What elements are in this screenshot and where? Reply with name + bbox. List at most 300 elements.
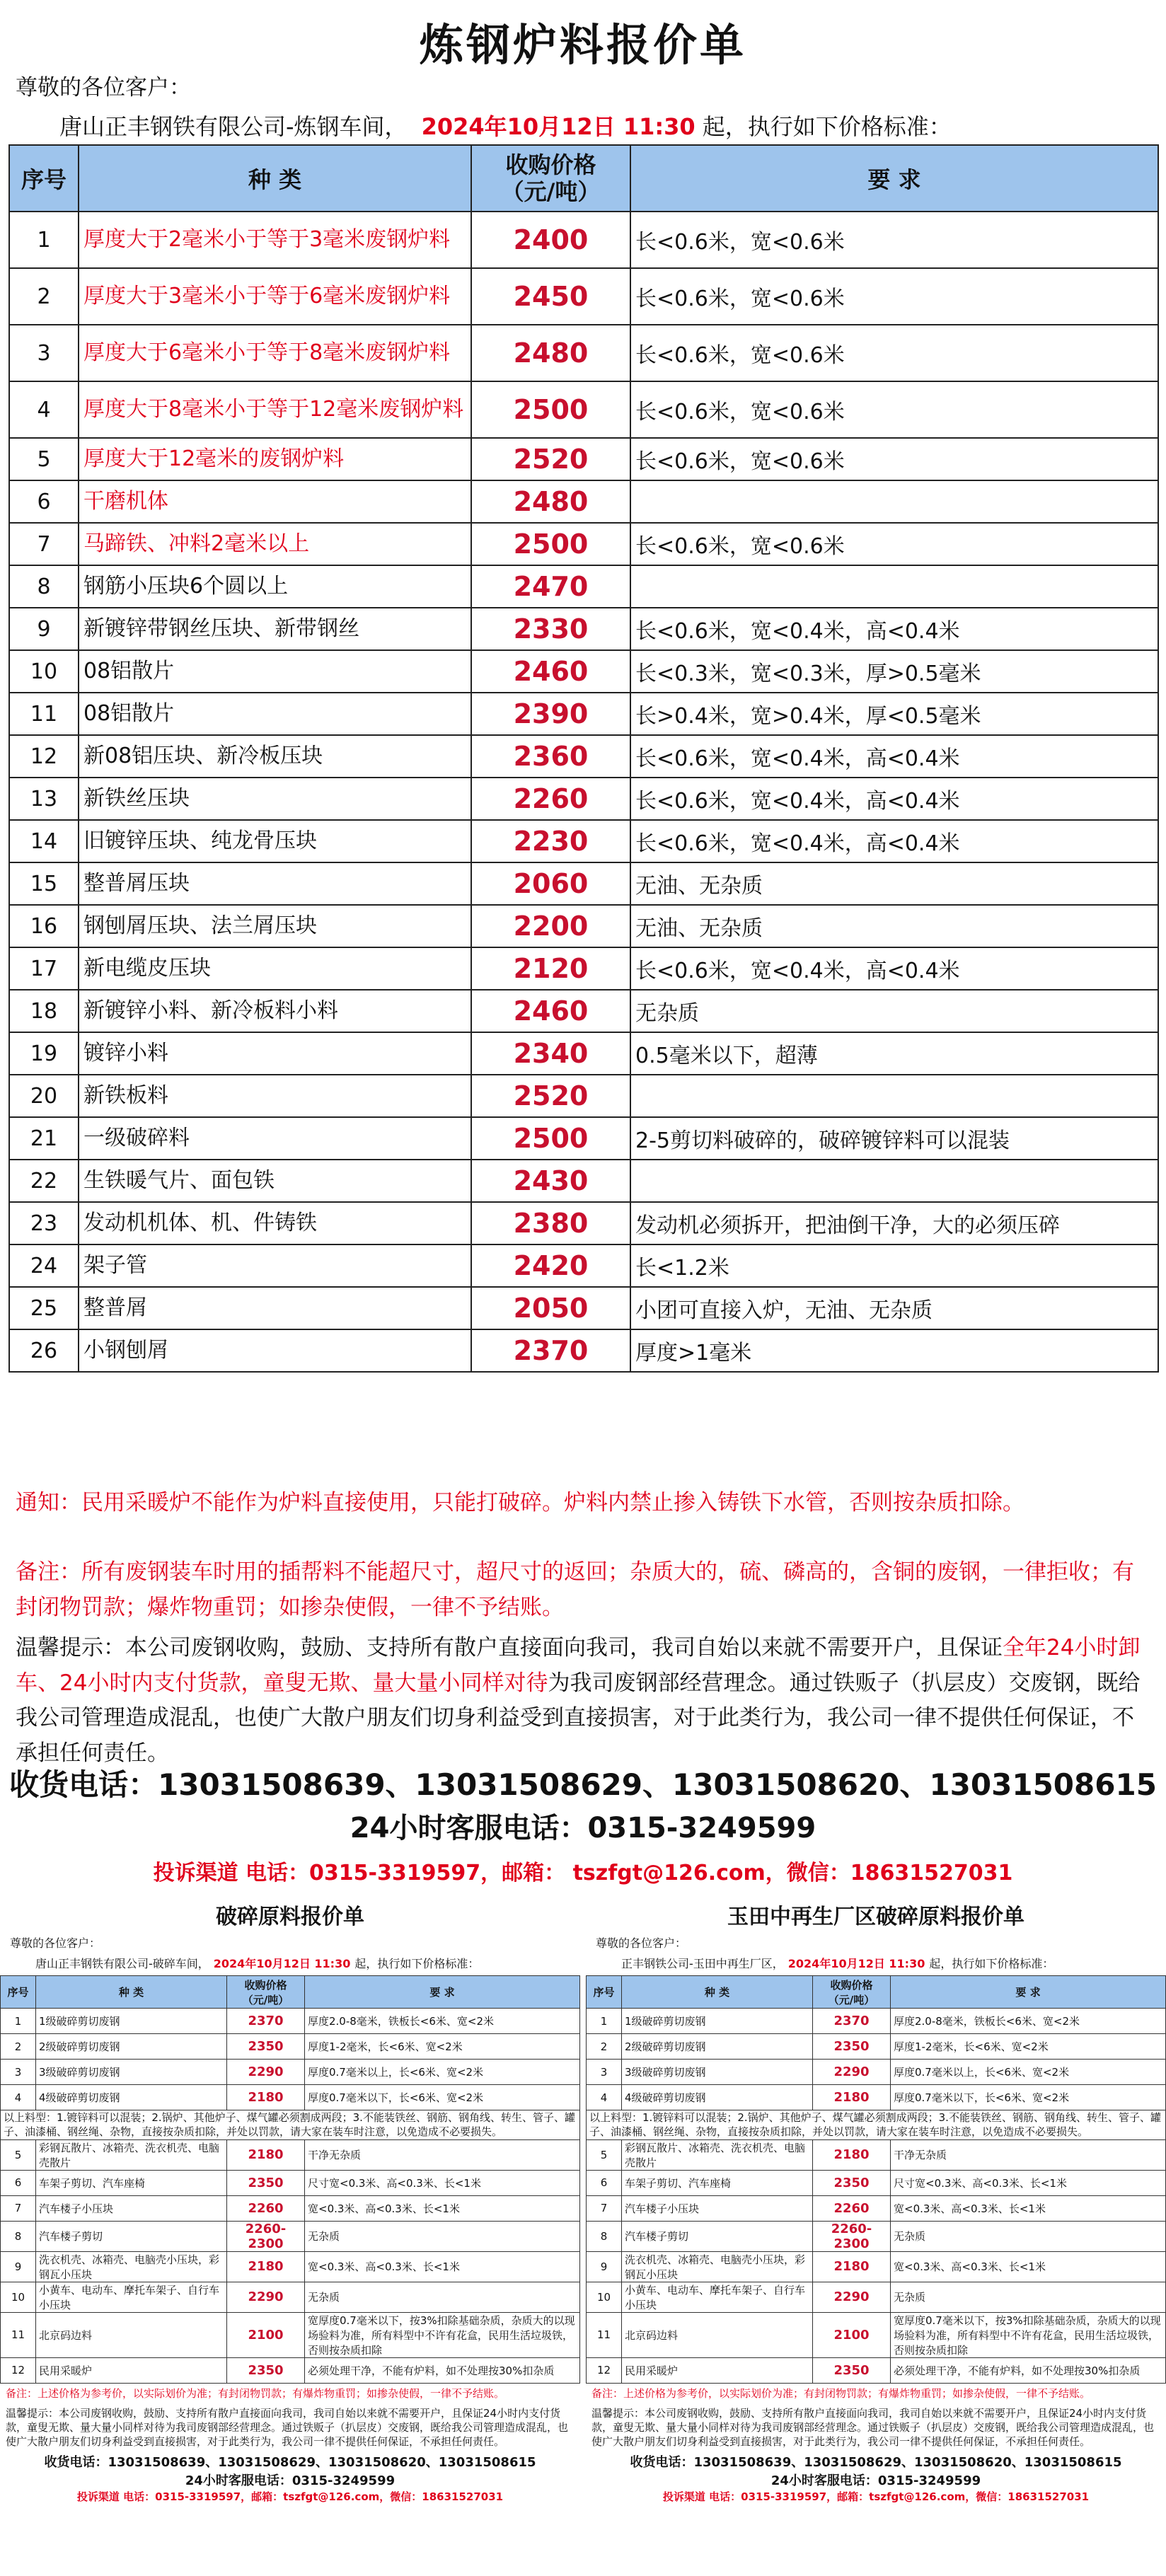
row-requirement: 宽<0.3米、高<0.3米、长<1米 xyxy=(891,2251,1166,2282)
header-no: 序号 xyxy=(9,145,79,212)
row-number: 1 xyxy=(587,2009,622,2034)
row-type: 厚度大于2毫米小于等于3毫米废钢炉料 xyxy=(79,212,471,268)
header-type: 种 类 xyxy=(79,145,471,212)
row-number: 4 xyxy=(587,2085,622,2110)
row-requirement xyxy=(630,480,1158,523)
row-type: 北京码边料 xyxy=(36,2312,227,2357)
row-requirement: 长<0.6米，宽<0.6米 xyxy=(630,212,1158,268)
table-row xyxy=(9,735,1158,778)
row-number: 10 xyxy=(1,2282,36,2312)
row-price: 2350 xyxy=(813,2357,891,2383)
left-price-table xyxy=(0,1975,580,2384)
row-type: 3级破碎剪切废钢 xyxy=(622,2060,813,2085)
row-number: 11 xyxy=(9,693,79,735)
row-requirement: 长<0.6米，宽<0.4米，高<0.4米 xyxy=(630,608,1158,650)
table-row xyxy=(587,2357,1166,2383)
table-row xyxy=(9,1117,1158,1160)
row-number: 22 xyxy=(9,1160,79,1202)
receive-phones: 收货电话：13031508639、13031508629、13031508620、13031508615 xyxy=(9,1767,1157,1802)
row-price: 2480 xyxy=(471,325,630,381)
left-service-phone: 24小时客服电话：0315-3249599 xyxy=(185,2473,396,2488)
row-price: 2350 xyxy=(227,2170,305,2195)
right-company: 正丰钢铁公司-玉田中再生厂区， xyxy=(621,1957,784,1970)
row-number: 2 xyxy=(1,2034,36,2060)
row-requirement: 干净无杂质 xyxy=(305,2139,580,2170)
row-price: 2230 xyxy=(471,820,630,862)
row-requirement: 无杂质 xyxy=(305,2282,580,2312)
table-row xyxy=(9,990,1158,1032)
row-price: 2260 xyxy=(471,778,630,820)
table-row xyxy=(1,2034,580,2060)
row-number: 9 xyxy=(1,2251,36,2282)
table-row xyxy=(9,1287,1158,1329)
row-type: 厚度大于12毫米的废钢炉料 xyxy=(79,438,471,480)
row-price: 2500 xyxy=(471,523,630,565)
row-number: 19 xyxy=(9,1032,79,1075)
left-greeting: 尊敬的各位客户： xyxy=(10,1936,101,1950)
row-type: 车架子剪切、汽车座椅 xyxy=(36,2170,227,2195)
row-price: 2260-2300 xyxy=(227,2221,305,2251)
complaint-channel: 投诉渠道 电话：0315-3319597，邮箱： tszfgt@126.com，微信：18631527031 xyxy=(153,1861,1013,1885)
row-type: 厚度大于6毫米小于等于8毫米废钢炉料 xyxy=(79,325,471,381)
table-row xyxy=(9,1160,1158,1202)
table-row xyxy=(587,2221,1166,2251)
row-price: 2260 xyxy=(227,2195,305,2221)
row-price: 2500 xyxy=(471,1117,630,1160)
row-requirement: 无油、无杂质 xyxy=(630,905,1158,947)
row-type: 民用采暖炉 xyxy=(622,2357,813,2383)
right-intro-line xyxy=(621,1955,1166,1971)
row-number: 11 xyxy=(587,2312,622,2357)
row-number: 16 xyxy=(9,905,79,947)
row-type: 新镀锌小料、新冷板料小料 xyxy=(79,990,471,1032)
row-price: 2520 xyxy=(471,1075,630,1117)
row-price: 2180 xyxy=(227,2251,305,2282)
row-type: 旧镀锌压块、纯龙骨压块 xyxy=(79,820,471,862)
row-requirement xyxy=(630,565,1158,608)
row-type: 4级破碎剪切废钢 xyxy=(622,2085,813,2110)
row-number: 10 xyxy=(587,2282,622,2312)
row-price: 2370 xyxy=(813,2009,891,2034)
table-row xyxy=(1,2060,580,2085)
row-requirement: 必须处理干净，不能有炉料，如不处理按30%扣杂质 xyxy=(891,2357,1166,2383)
row-type: 彩钢瓦散片、冰箱壳、洗衣机壳、电脑壳散片 xyxy=(622,2139,813,2170)
row-requirement: 必须处理干净，不能有炉料，如不处理按30%扣杂质 xyxy=(305,2357,580,2383)
row-number: 12 xyxy=(9,735,79,778)
row-number: 25 xyxy=(9,1287,79,1329)
row-number: 8 xyxy=(9,565,79,608)
row-requirement: 无杂质 xyxy=(305,2221,580,2251)
row-price: 2100 xyxy=(227,2312,305,2357)
right-greeting: 尊敬的各位客户： xyxy=(596,1936,687,1950)
table-row xyxy=(9,1202,1158,1244)
row-number: 6 xyxy=(1,2170,36,2195)
row-type: 4级破碎剪切废钢 xyxy=(36,2085,227,2110)
row-requirement: 小团可直接入炉，无油、无杂质 xyxy=(630,1287,1158,1329)
right-header-no: 序号 xyxy=(587,1976,622,2009)
row-price: 2180 xyxy=(813,2085,891,2110)
tip-part-a: 温馨提示：本公司废钢收购，鼓励、支持所有散户直接面向我司，我司自始以来就不需要开户，且保证 xyxy=(16,1635,1003,1660)
row-requirement xyxy=(630,1075,1158,1117)
row-requirement: 宽<0.3米、高<0.3米、长<1米 xyxy=(305,2195,580,2221)
intro-line xyxy=(59,109,952,141)
row-number: 7 xyxy=(587,2195,622,2221)
table-row xyxy=(9,778,1158,820)
row-number: 4 xyxy=(9,381,79,438)
row-type: 1级破碎剪切废钢 xyxy=(622,2009,813,2034)
row-type: 钢筋小压块6个圆以上 xyxy=(79,565,471,608)
row-type: 洗衣机壳、冰箱壳、电脑壳小压块，彩钢瓦小压块 xyxy=(36,2251,227,2282)
table-row xyxy=(1,2282,580,2312)
row-price: 2390 xyxy=(471,693,630,735)
row-requirement: 长<1.2米 xyxy=(630,1244,1158,1287)
table-row xyxy=(1,2085,580,2110)
row-number: 3 xyxy=(1,2060,36,2085)
row-requirement: 尺寸宽<0.3米、高<0.3米、长<1米 xyxy=(891,2170,1166,2195)
row-type: 2级破碎剪切废钢 xyxy=(36,2034,227,2060)
row-price: 2180 xyxy=(813,2251,891,2282)
row-number: 12 xyxy=(587,2357,622,2383)
table-row xyxy=(9,1329,1158,1372)
row-type: 汽车楼子剪切 xyxy=(622,2221,813,2251)
left-header-price: 收购价格 （元/吨） xyxy=(227,1976,305,2009)
row-requirement: 发动机必须拆开，把油倒干净，大的必须压碎 xyxy=(630,1202,1158,1244)
right-tip: 温馨提示：本公司废钢收购，鼓励、支持所有散户直接面向我司，我司自始以来就不需要开户，且保证24小时内支付货款，童叟无欺、量大量小同样对待为我司废钢部经营理念。通过铁贩子（扒层皮）交废钢，既给我公司管理造成混乱，也使广大散户朋友们切身利益受到直接损害，对于此类行为，我公司一律不提供任何保证，不承担任何责任。 xyxy=(591,2406,1155,2449)
row-price: 2380 xyxy=(471,1202,630,1244)
left-receive-phones: 收货电话：13031508639、13031508629、13031508620、13031508615 xyxy=(44,2454,536,2470)
row-type: 干磨机体 xyxy=(79,480,471,523)
row-price: 2480 xyxy=(471,480,630,523)
row-number: 6 xyxy=(587,2170,622,2195)
row-price: 2520 xyxy=(471,438,630,480)
row-type: 车架子剪切、汽车座椅 xyxy=(622,2170,813,2195)
row-requirement: 长>0.4米，宽>0.4米，厚<0.5毫米 xyxy=(630,693,1158,735)
row-type: 新铁板料 xyxy=(79,1075,471,1117)
notice-text: 通知：民用采暖炉不能作为炉料直接使用，只能打破碎。炉料内禁止掺入铸铁下水管，否则按杂质扣除。 xyxy=(16,1490,1024,1515)
row-requirement: 无杂质 xyxy=(630,990,1158,1032)
row-type: 新08铝压块、新冷板压块 xyxy=(79,735,471,778)
row-requirement: 宽厚度0.7毫米以下，按3%扣除基础杂质，杂质大的以现场验料为准，所有料型中不许有花盒，民用生活垃圾铁，否则按杂质扣除 xyxy=(891,2312,1166,2357)
table-row xyxy=(587,2060,1166,2085)
row-requirement: 长<0.6米，宽<0.4米，高<0.4米 xyxy=(630,820,1158,862)
row-type: 北京码边料 xyxy=(622,2312,813,2357)
table-row xyxy=(587,2009,1166,2034)
remark-text: 备注：所有废钢装车时用的插帮料不能超尺寸，超尺寸的返回；杂质大的，硫、磷高的，含铜的废钢，一律拒收；有封闭物罚款；爆炸物重罚；如掺杂使假，一律不予结账。 xyxy=(16,1559,1134,1620)
row-requirement xyxy=(630,1160,1158,1202)
left-complaint: 投诉渠道 电话：0315-3319597，邮箱：tszfgt@126.com，微信：18631527031 xyxy=(76,2490,504,2503)
row-requirement: 厚度1-2毫米，长<6米、宽<2米 xyxy=(305,2034,580,2060)
row-requirement: 干净无杂质 xyxy=(891,2139,1166,2170)
left-date: 2024年10月12日 11:30 xyxy=(213,1957,351,1970)
row-number: 9 xyxy=(9,608,79,650)
row-requirement: 长<0.6米，宽<0.6米 xyxy=(630,325,1158,381)
row-type: 小黄车、电动车、摩托车架子、自行车小压块 xyxy=(622,2282,813,2312)
row-number: 21 xyxy=(9,1117,79,1160)
row-requirement: 厚度0.7毫米以上，长<6米、宽<2米 xyxy=(891,2060,1166,2085)
left-remark: 备注：上述价格为参考价，以实际划价为准；有封闭物罚款；有爆炸物重罚；如掺杂使假，一律不予结账。 xyxy=(6,2386,505,2400)
row-type: 架子管 xyxy=(79,1244,471,1287)
table-row xyxy=(9,650,1158,693)
right-header-type: 种 类 xyxy=(622,1976,813,2009)
left-company: 唐山正丰钢铁有限公司-破碎车间， xyxy=(35,1957,209,1970)
service-phone: 24小时客服电话：0315-3249599 xyxy=(350,1812,816,1844)
row-price: 2120 xyxy=(471,947,630,990)
table-row xyxy=(1,2251,580,2282)
row-requirement: 厚度1-2毫米，长<6米、宽<2米 xyxy=(891,2034,1166,2060)
row-number: 2 xyxy=(9,268,79,325)
row-price: 2370 xyxy=(471,1329,630,1372)
table-row xyxy=(9,480,1158,523)
row-number: 20 xyxy=(9,1075,79,1117)
tip-text xyxy=(16,1631,1155,1771)
table-row xyxy=(9,565,1158,608)
row-type: 钢刨屑压块、法兰屑压块 xyxy=(79,905,471,947)
right-mid-note: 以上料型：1.镀锌料可以混装；2.锅炉、其他炉子、煤气罐必须割成两段；3.不能装铁丝、钢筋、钢角线、转生、管子、罐子、油漆桶、钢丝绳、杂物，直接按杂质扣除，并处以罚款，请大家在装车时注意，以免造成不必要损失。 xyxy=(587,2110,1166,2140)
row-requirement: 无杂质 xyxy=(891,2282,1166,2312)
left-mid-note: 以上料型：1.镀锌料可以混装；2.锅炉、其他炉子、煤气罐必须割成两段；3.不能装铁丝、钢筋、钢角线、转生、管子、罐子、油漆桶、钢丝绳、杂物，直接按杂质扣除，并处以罚款，请大家在装车时注意，以免造成不必要损失。 xyxy=(1,2110,580,2140)
table-row xyxy=(1,2170,580,2195)
intro-suffix: 起，执行如下价格标准： xyxy=(702,113,952,140)
table-row xyxy=(587,2312,1166,2357)
row-type: 08铝散片 xyxy=(79,693,471,735)
row-price: 2450 xyxy=(471,268,630,325)
row-requirement: 长<0.6米，宽<0.6米 xyxy=(630,523,1158,565)
row-price: 2290 xyxy=(227,2282,305,2312)
row-requirement: 厚度>1毫米 xyxy=(630,1329,1158,1372)
left-tip: 温馨提示：本公司废钢收购，鼓励、支持所有散户直接面向我司，我司自始以来就不需要开户，且保证24小时内支付货款，童叟无欺、量大量小同样对待为我司废钢部经营理念。通过铁贩子（扒层皮）交废钢，既给我公司管理造成混乱，也使广大散户朋友们切身利益受到直接损害，对于此类行为，我公司一律不提供任何保证，不承担任何责任。 xyxy=(6,2406,569,2449)
row-requirement: 宽<0.3米、高<0.3米、长<1米 xyxy=(305,2251,580,2282)
right-sub-sheet xyxy=(586,1890,1166,2576)
right-receive-phones: 收货电话：13031508639、13031508629、13031508620、13031508615 xyxy=(630,2454,1122,2470)
row-number: 2 xyxy=(587,2034,622,2060)
table-row xyxy=(9,325,1158,381)
table-row xyxy=(1,2357,580,2383)
row-price: 2180 xyxy=(813,2139,891,2170)
row-requirement: 2-5剪切料破碎的，破碎镀锌料可以混装 xyxy=(630,1117,1158,1160)
table-row xyxy=(1,2221,580,2251)
row-number: 18 xyxy=(9,990,79,1032)
row-number: 5 xyxy=(1,2139,36,2170)
row-price: 2350 xyxy=(813,2034,891,2060)
row-price: 2350 xyxy=(227,2357,305,2383)
table-row xyxy=(9,438,1158,480)
row-price: 2350 xyxy=(227,2034,305,2060)
table-row xyxy=(9,905,1158,947)
row-type: 厚度大于3毫米小于等于6毫米废钢炉料 xyxy=(79,268,471,325)
row-requirement: 长<0.6米，宽<0.4米，高<0.4米 xyxy=(630,778,1158,820)
row-number: 5 xyxy=(587,2139,622,2170)
row-price: 2100 xyxy=(813,2312,891,2357)
row-type: 整普屑压块 xyxy=(79,862,471,905)
row-requirement: 长<0.3米，宽<0.3米，厚>0.5毫米 xyxy=(630,650,1158,693)
row-requirement: 尺寸宽<0.3米、高<0.3米、长<1米 xyxy=(305,2170,580,2195)
row-requirement: 宽<0.3米、高<0.3米、长<1米 xyxy=(891,2195,1166,2221)
left-header-req: 要 求 xyxy=(305,1976,580,2009)
row-number: 17 xyxy=(9,947,79,990)
row-price: 2180 xyxy=(227,2085,305,2110)
row-price: 2370 xyxy=(227,2009,305,2034)
row-type: 3级破碎剪切废钢 xyxy=(36,2060,227,2085)
row-number: 6 xyxy=(9,480,79,523)
table-row xyxy=(587,2195,1166,2221)
row-price: 2460 xyxy=(471,650,630,693)
row-type: 1级破碎剪切废钢 xyxy=(36,2009,227,2034)
row-number: 5 xyxy=(9,438,79,480)
left-header-no: 序号 xyxy=(1,1976,36,2009)
table-row xyxy=(9,523,1158,565)
table-row xyxy=(587,2034,1166,2060)
table-row xyxy=(587,2085,1166,2110)
right-body-a xyxy=(587,2009,1166,2110)
row-number: 3 xyxy=(9,325,79,381)
row-type: 镀锌小料 xyxy=(79,1032,471,1075)
header-requirement: 要 求 xyxy=(630,145,1158,212)
row-type: 小黄车、电动车、摩托车架子、自行车小压块 xyxy=(36,2282,227,2312)
row-price: 2500 xyxy=(471,381,630,438)
left-body-a xyxy=(1,2009,580,2110)
table-row xyxy=(9,381,1158,438)
row-type: 汽车楼子小压块 xyxy=(622,2195,813,2221)
row-number: 11 xyxy=(1,2312,36,2357)
row-requirement: 无油、无杂质 xyxy=(630,862,1158,905)
right-price-table xyxy=(586,1975,1166,2384)
row-number: 4 xyxy=(1,2085,36,2110)
left-header-type: 种 类 xyxy=(36,1976,227,2009)
main-table-body xyxy=(9,212,1158,1372)
right-header-price: 收购价格 （元/吨） xyxy=(813,1976,891,2009)
row-price: 2060 xyxy=(471,862,630,905)
row-number: 1 xyxy=(1,2009,36,2034)
row-type: 汽车楼子小压块 xyxy=(36,2195,227,2221)
right-title: 玉田中再生厂区破碎原料报价单 xyxy=(727,1905,1024,1929)
row-number: 12 xyxy=(1,2357,36,2383)
left-intro-suffix: 起，执行如下价格标准： xyxy=(354,1957,480,1970)
table-row xyxy=(587,2251,1166,2282)
table-row xyxy=(587,2282,1166,2312)
row-requirement: 厚度0.7毫米以下，长<6米、宽<2米 xyxy=(305,2085,580,2110)
left-body-b xyxy=(1,2139,580,2383)
row-requirement: 厚度0.7毫米以下，长<6米、宽<2米 xyxy=(891,2085,1166,2110)
row-price: 2050 xyxy=(471,1287,630,1329)
row-price: 2400 xyxy=(471,212,630,268)
row-type: 一级破碎料 xyxy=(79,1117,471,1160)
row-number: 10 xyxy=(9,650,79,693)
left-sub-sheet xyxy=(0,1890,580,2576)
row-type: 新电缆皮压块 xyxy=(79,947,471,990)
right-service-phone: 24小时客服电话：0315-3249599 xyxy=(770,2473,981,2488)
row-type: 新铁丝压块 xyxy=(79,778,471,820)
row-requirement: 长<0.6米，宽<0.6米 xyxy=(630,381,1158,438)
left-title: 破碎原料报价单 xyxy=(216,1905,364,1929)
table-row xyxy=(9,820,1158,862)
row-type: 厚度大于8毫米小于等于12毫米废钢炉料 xyxy=(79,381,471,438)
row-type: 小钢刨屑 xyxy=(79,1329,471,1372)
row-price: 2260 xyxy=(813,2195,891,2221)
table-row xyxy=(9,1032,1158,1075)
row-price: 2290 xyxy=(813,2060,891,2085)
row-type: 民用采暖炉 xyxy=(36,2357,227,2383)
row-price: 2460 xyxy=(471,990,630,1032)
company-name: 唐山正丰钢铁有限公司-炼钢车间， xyxy=(59,113,408,140)
row-requirement: 长<0.6米，宽<0.4米，高<0.4米 xyxy=(630,947,1158,990)
row-number: 1 xyxy=(9,212,79,268)
table-row xyxy=(1,2195,580,2221)
right-complaint: 投诉渠道 电话：0315-3319597，邮箱：tszfgt@126.com，微信：18631527031 xyxy=(662,2490,1090,2503)
row-number: 24 xyxy=(9,1244,79,1287)
table-row xyxy=(9,608,1158,650)
row-type: 洗衣机壳、冰箱壳、电脑壳小压块，彩钢瓦小压块 xyxy=(622,2251,813,2282)
row-price: 2290 xyxy=(227,2060,305,2085)
table-row xyxy=(1,2139,580,2170)
row-number: 14 xyxy=(9,820,79,862)
row-type: 发动机机体、机、件铸铁 xyxy=(79,1202,471,1244)
row-price: 2350 xyxy=(813,2170,891,2195)
row-requirement: 长<0.6米，宽<0.4米，高<0.4米 xyxy=(630,735,1158,778)
tip-part-c: 为我司废钢部经营理念。通过铁贩子（扒层皮）交废钢，既给我公司管理造成混乱，也使广大散户朋友们切身利益受到直接损害，对于此类行为，我公司一律不提供任何保证，不承担任何责任。 xyxy=(16,1670,1141,1766)
row-price: 2260-2300 xyxy=(813,2221,891,2251)
row-requirement: 无杂质 xyxy=(891,2221,1166,2251)
table-row xyxy=(9,947,1158,990)
table-row xyxy=(9,862,1158,905)
table-row xyxy=(587,2170,1166,2195)
main-price-table xyxy=(8,144,1159,1373)
row-type: 彩钢瓦散片、冰箱壳、洗衣机壳、电脑壳散片 xyxy=(36,2139,227,2170)
page-title: 炼钢炉料报价单 xyxy=(419,19,746,71)
row-number: 7 xyxy=(1,2195,36,2221)
table-row xyxy=(1,2009,580,2034)
row-type: 汽车楼子剪切 xyxy=(36,2221,227,2251)
right-header-req: 要 求 xyxy=(891,1976,1166,2009)
table-row xyxy=(1,2312,580,2357)
effective-date: 2024年10月12日 11:30 xyxy=(421,113,695,140)
table-row xyxy=(9,268,1158,325)
row-type: 08铝散片 xyxy=(79,650,471,693)
row-price: 2420 xyxy=(471,1244,630,1287)
row-requirement: 长<0.6米，宽<0.6米 xyxy=(630,438,1158,480)
row-requirement: 长<0.6米，宽<0.6米 xyxy=(630,268,1158,325)
row-price: 2290 xyxy=(813,2282,891,2312)
greeting: 尊敬的各位客户： xyxy=(16,75,191,100)
row-number: 26 xyxy=(9,1329,79,1372)
tip-part-b: 全年24小时卸车、24小时内支付货款，童叟无欺、量大量小同样对待 xyxy=(16,1635,1141,1696)
right-date: 2024年10月12日 11:30 xyxy=(787,1957,925,1970)
row-requirement: 厚度2.0-8毫米，铁板长<6米、宽<2米 xyxy=(305,2009,580,2034)
row-number: 15 xyxy=(9,862,79,905)
row-type: 2级破碎剪切废钢 xyxy=(622,2034,813,2060)
row-price: 2200 xyxy=(471,905,630,947)
row-type: 整普屑 xyxy=(79,1287,471,1329)
row-number: 7 xyxy=(9,523,79,565)
row-number: 8 xyxy=(1,2221,36,2251)
row-requirement: 0.5毫米以下，超薄 xyxy=(630,1032,1158,1075)
row-number: 13 xyxy=(9,778,79,820)
row-price: 2470 xyxy=(471,565,630,608)
table-row xyxy=(587,2139,1166,2170)
row-number: 8 xyxy=(587,2221,622,2251)
row-type: 新镀锌带钢丝压块、新带钢丝 xyxy=(79,608,471,650)
row-price: 2360 xyxy=(471,735,630,778)
right-remark: 备注：上述价格为参考价，以实际划价为准；有封闭物罚款；有爆炸物重罚；如掺杂使假，一律不予结账。 xyxy=(591,2386,1091,2400)
table-row xyxy=(9,212,1158,268)
row-type: 马蹄铁、冲料2毫米以上 xyxy=(79,523,471,565)
row-requirement: 厚度2.0-8毫米，铁板长<6米、宽<2米 xyxy=(891,2009,1166,2034)
row-type: 生铁暖气片、面包铁 xyxy=(79,1160,471,1202)
row-price: 2430 xyxy=(471,1160,630,1202)
table-row xyxy=(9,693,1158,735)
right-intro-suffix: 起，执行如下价格标准： xyxy=(929,1957,1054,1970)
row-price: 2340 xyxy=(471,1032,630,1075)
header-price: 收购价格 （元/吨） xyxy=(471,145,630,212)
